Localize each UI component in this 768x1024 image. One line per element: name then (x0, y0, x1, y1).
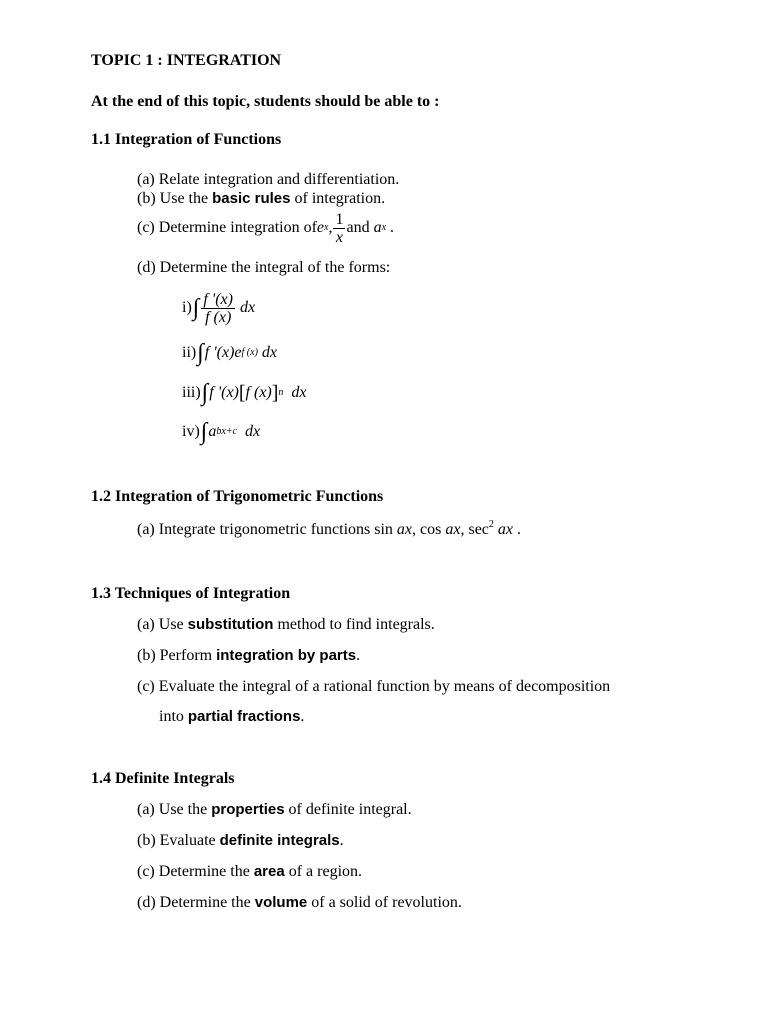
integral-icon: ∫ (200, 419, 208, 445)
objective-1-1-c: (c) Determine integration of e x , $\frac{1}{x}$ and a x . (137, 210, 395, 246)
objective-1-3-b: (b) Perform integration by parts. (137, 647, 361, 664)
objective-1-3-c: (c) Evaluate the integral of a rational function by means of decomposition (137, 678, 611, 695)
objective-1-4-c: (c) Determine the area of a region. (137, 863, 363, 880)
form-iv: iv) ∫ a bx+c dx (182, 419, 261, 445)
form-iii: iii) ∫ f '(x) [ f (x) ] n dx (182, 380, 307, 406)
integral-icon: ∫ (192, 295, 200, 321)
objective-1-4-a: (a) Use the properties of definite integral. (137, 801, 412, 818)
objective-1-3-c-continued: into partial fractions. (159, 708, 305, 725)
section-1-3-heading: 1.3 Techniques of Integration (91, 585, 291, 602)
integral-icon: ∫ (201, 380, 209, 406)
objective-1-4-d: (d) Determine the volume of a solid of revolution. (137, 894, 462, 911)
objective-1-1-a: (a) Relate integration and differentiation. (137, 171, 400, 188)
objective-1-1-b: (b) Use the basic rules of integration. (137, 190, 386, 207)
form-i: i) ∫ $\frac{f '(x)}{f (x)}$ dx (182, 290, 256, 326)
objective-1-1-d: (d) Determine the integral of the forms: (137, 259, 391, 276)
page-title: TOPIC 1 : INTEGRATION (91, 52, 282, 69)
integral-icon: ∫ (197, 340, 204, 366)
objective-1-2-a: (a) Integrate trigonometric functions sin ax, cos ax, $\sec^2$ ax . (137, 519, 522, 538)
section-1-2-heading: 1.2 Integration of Trigonometric Functions (91, 488, 384, 505)
objective-1-4-b: (b) Evaluate definite integrals. (137, 832, 344, 849)
objective-1-3-a: (a) Use substitution method to find integrals. (137, 616, 435, 633)
section-1-4-heading: 1.4 Definite Integrals (91, 770, 235, 787)
form-ii: ii) ∫ f '(x)e f (x) dx (182, 340, 278, 366)
intro-text: At the end of this topic, students should be able to : (91, 93, 440, 110)
one-over-x-fraction: $\frac{1}{x}$ (335, 210, 344, 246)
section-1-1-heading: 1.1 Integration of Functions (91, 131, 282, 148)
